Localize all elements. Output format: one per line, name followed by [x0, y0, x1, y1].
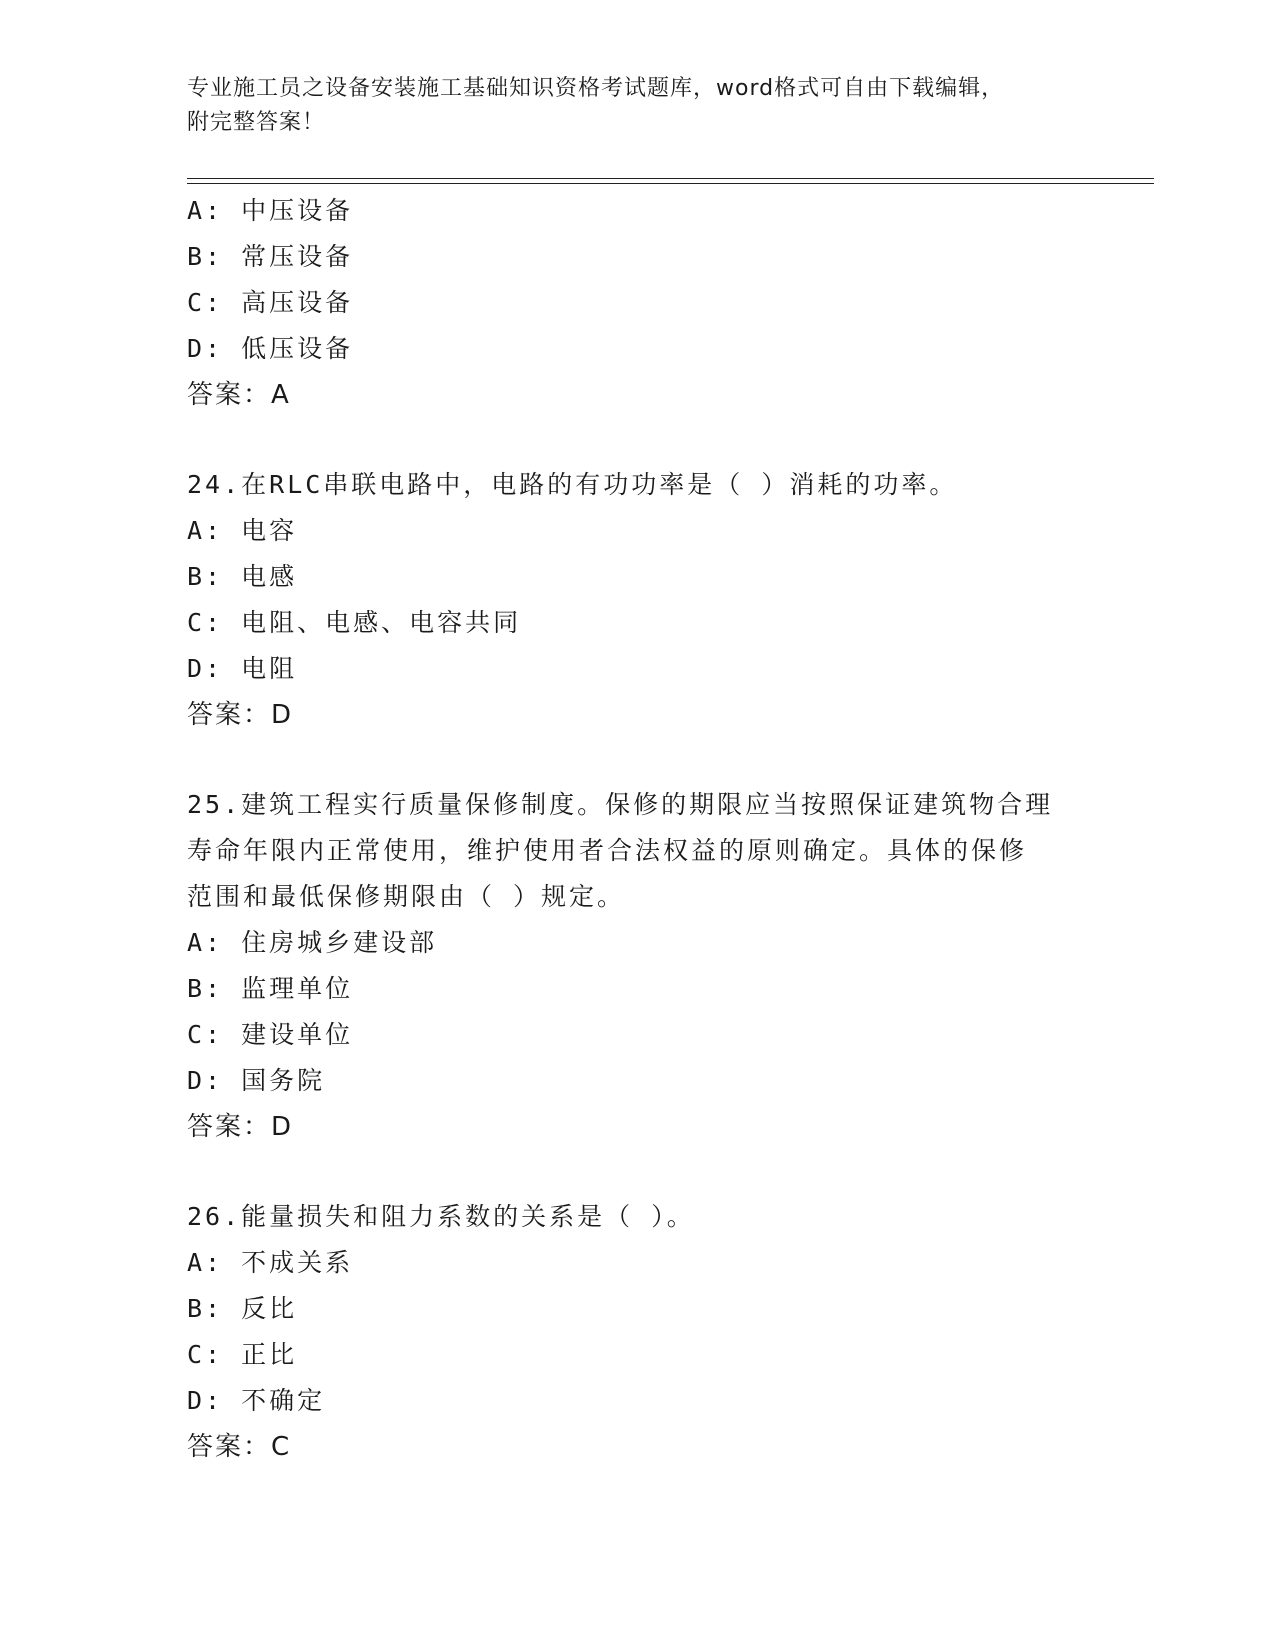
question-block-24 [187, 462, 1137, 738]
header-line-2: 附完整答案！ [187, 110, 326, 135]
header-line-1: 专业施工员之设备安装施工基础知识资格考试题库，word格式可自由下载编辑， [187, 76, 1005, 101]
question-list [187, 188, 1137, 1470]
question-spacer [187, 418, 1137, 462]
option-a: A: 住房城乡建设部 [187, 928, 438, 957]
question-block-26 [187, 1194, 1137, 1470]
option-c: C: 高压设备 [187, 288, 354, 317]
answer-line: 答案：D [187, 700, 294, 730]
option-b: B: 监理单位 [187, 974, 354, 1003]
document-header [187, 72, 1087, 140]
question-stem: 26.能量损失和阻力系数的关系是（ ）。 [187, 1202, 695, 1231]
option-c: C: 电阻、电感、电容共同 [187, 608, 522, 637]
option-c: C: 正比 [187, 1340, 298, 1369]
header-divider-bottom [187, 183, 1154, 184]
option-d: D: 国务院 [187, 1066, 326, 1095]
question-stem-line-3: 范围和最低保修期限由（ ）规定。 [187, 882, 626, 911]
question-spacer [187, 1150, 1137, 1194]
option-d: D: 不确定 [187, 1386, 326, 1415]
option-b: B: 常压设备 [187, 242, 354, 271]
option-c: C: 建设单位 [187, 1020, 354, 1049]
option-a: A: 不成关系 [187, 1248, 354, 1277]
option-d: D: 低压设备 [187, 334, 354, 363]
answer-line: 答案：A [187, 380, 291, 410]
question-block-23 [187, 188, 1137, 418]
option-d: D: 电阻 [187, 654, 298, 683]
question-spacer [187, 738, 1137, 782]
option-b: B: 反比 [187, 1294, 298, 1323]
question-stem-line-2: 寿命年限内正常使用，维护使用者合法权益的原则确定。具体的保修 [187, 836, 1028, 865]
answer-line: 答案：C [187, 1432, 292, 1462]
question-stem-line-1: 25.建筑工程实行质量保修制度。保修的期限应当按照保证建筑物合理 [187, 790, 1054, 819]
question-block-25 [187, 782, 1137, 1150]
option-a: A: 中压设备 [187, 196, 354, 225]
question-stem: 24.在RLC串联电路中，电路的有功功率是（ ）消耗的功率。 [187, 470, 958, 499]
answer-line: 答案：D [187, 1112, 294, 1142]
header-divider-top [187, 178, 1154, 179]
option-a: A: 电容 [187, 516, 298, 545]
option-b: B: 电感 [187, 562, 298, 591]
